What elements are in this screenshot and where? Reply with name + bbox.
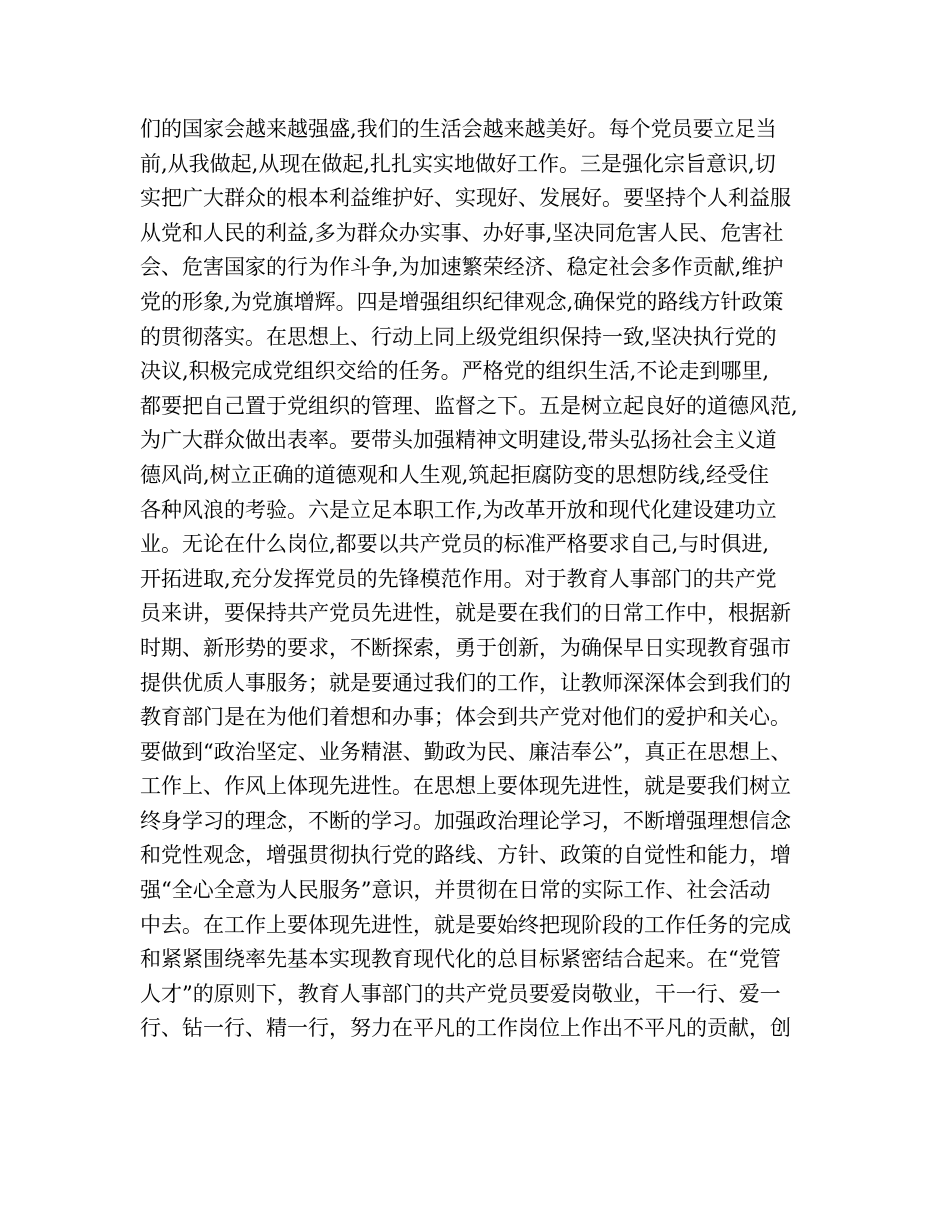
text-line: 为广大群众做出表率。要带头加强精神文明建设,带头弘扬社会主义道 [140, 428, 777, 453]
text-line: 提供优质人事服务；就是要通过我们的工作，让教师深深体会到我们的 [140, 670, 791, 695]
text-line: 人才”的原则下，教育人事部门的共产党员要爱岗敬业，干一行、爱一 [140, 981, 781, 1006]
text-line: 要做到“政治坚定、业务精湛、勤政为民、廉洁奉公”，真正在思想上、 [140, 739, 792, 764]
text-line: 业。无论在什么岗位,都要以共产党员的标准严格要求自己,与时俱进, [140, 532, 770, 557]
text-line: 会、危害国家的行为作斗争,为加速繁荣经济、稳定社会多作贡献,维护 [140, 255, 784, 280]
text-line: 工作上、作风上体现先进性。在思想上要体现先进性，就是要我们树立 [140, 774, 791, 799]
text-line: 都要把自己置于党组织的管理、监督之下。五是树立起良好的道德风范, [140, 393, 798, 418]
text-line: 前,从我做起,从现在做起,扎扎实实地做好工作。三是强化宗旨意识,切 [140, 151, 776, 176]
text-line: 和紧紧围绕率先基本实现教育现代化的总目标紧密结合起来。在“党管 [140, 947, 781, 972]
text-line: 实把广大群众的根本利益维护好、实现好、发展好。要坚持个人利益服 [140, 186, 791, 211]
text-line: 教育部门是在为他们着想和办事；体会到共产党对他们的爱护和关心。 [140, 705, 791, 730]
text-line: 开拓进取,充分发挥党员的先锋模范作用。对于教育人事部门的共产党 [140, 566, 777, 591]
text-line: 的贯彻落实。在思想上、行动上同上级党组织保持一致,坚决执行党的 [140, 324, 777, 349]
text-line: 时期、新形势的要求，不断探索，勇于创新，为确保早日实现教育强市 [140, 635, 791, 660]
text-line: 党的形象,为党旗增辉。四是增强组织纪律观念,确保党的路线方针政策 [140, 289, 784, 314]
text-line: 员来讲，要保持共产党员先进性，就是要在我们的日常工作中，根据新 [140, 601, 791, 626]
body-text [140, 112, 820, 1046]
text-line: 行、钻一行、精一行，努力在平凡的工作岗位上作出不平凡的贡献，创 [140, 1016, 791, 1041]
text-line: 强“全心全意为人民服务”意识，并贯彻在日常的实际工作、社会活动 [140, 878, 771, 903]
text-line: 各种风浪的考验。六是立足本职工作,为改革开放和现代化建设建功立 [140, 497, 777, 522]
text-line: 和党性观念，增强贯彻执行党的路线、方针、政策的自觉性和能力，增 [140, 843, 791, 868]
text-line: 中去。在工作上要体现先进性，就是要始终把现阶段的工作任务的完成 [140, 912, 791, 937]
text-line: 终身学习的理念，不断的学习。加强政治理论学习，不断增强理想信念 [140, 808, 791, 833]
text-line: 德风尚,树立正确的道德观和人生观,筑起拒腐防变的思想防线,经受住 [140, 462, 770, 487]
text-line: 决议,积极完成党组织交给的任务。严格党的组织生活,不论走到哪里, [140, 359, 770, 384]
text-line: 从党和人民的利益,多为群众办实事、办好事,坚决同危害人民、危害社 [140, 220, 784, 245]
text-line: 们的国家会越来越强盛,我们的生活会越来越美好。每个党员要立足当 [140, 117, 777, 141]
